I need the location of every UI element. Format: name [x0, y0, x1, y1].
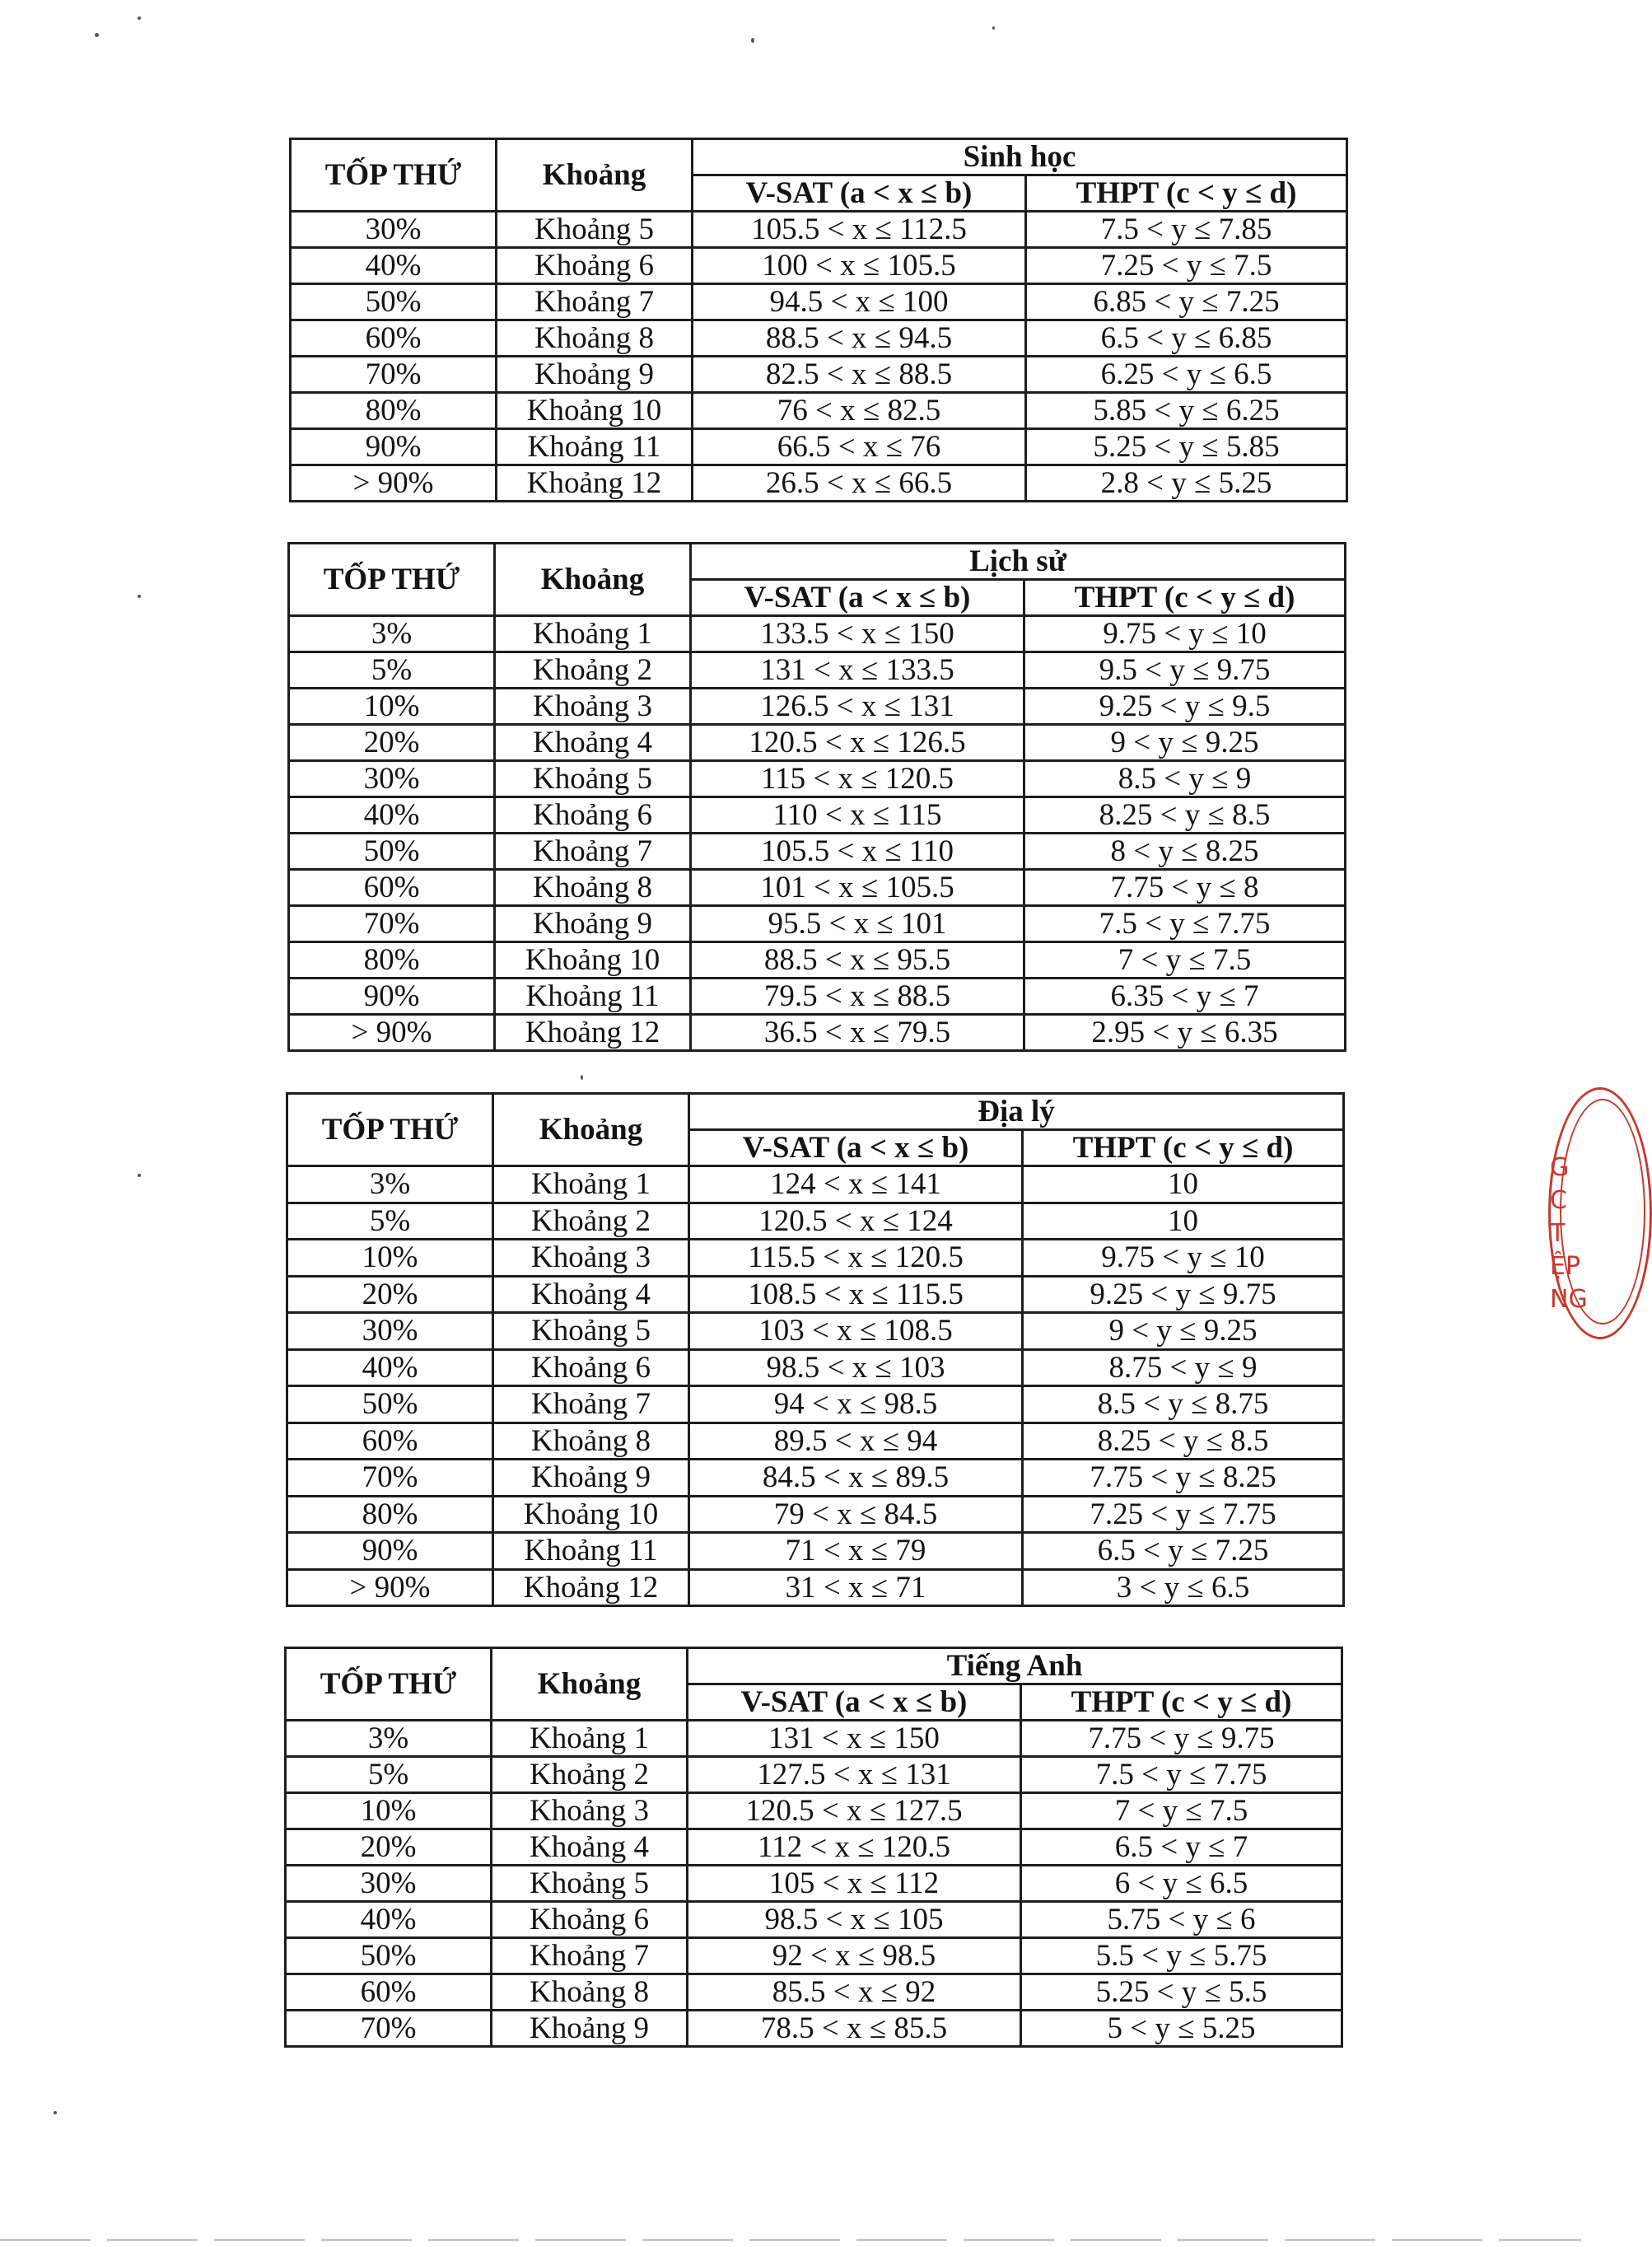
- table-body: [286, 1721, 1342, 2047]
- thpt-cell: 2.8 < y ≤ 5.25: [1026, 465, 1347, 502]
- rank-cell: 80%: [289, 942, 495, 979]
- scan-speck: [992, 26, 995, 30]
- vsat-cell: 105.5 < x ≤ 112.5: [693, 212, 1026, 248]
- table-row: [289, 1015, 1346, 1051]
- vsat-cell: 115 < x ≤ 120.5: [691, 761, 1024, 797]
- range-cell: Khoảng 10: [497, 393, 693, 429]
- scan-speck: [138, 595, 141, 598]
- thpt-cell: 10: [1023, 1166, 1344, 1203]
- range-cell: Khoảng 3: [495, 689, 691, 725]
- seal-letter: G: [1550, 1153, 1570, 1182]
- rank-cell: 50%: [289, 834, 495, 870]
- thpt-cell: 5.25 < y ≤ 5.5: [1021, 1974, 1342, 2011]
- score-table-biology: [289, 138, 1348, 502]
- table-row: [289, 870, 1346, 906]
- scan-speck: [54, 2111, 57, 2114]
- rank-cell: 70%: [291, 357, 497, 393]
- range-cell: Khoảng 2: [493, 1203, 689, 1240]
- rank-cell: 70%: [287, 1460, 493, 1497]
- thpt-cell: 5.25 < y ≤ 5.85: [1026, 429, 1347, 465]
- rank-cell: 5%: [287, 1203, 493, 1240]
- range-cell: Khoảng 7: [493, 1386, 689, 1423]
- thpt-cell: 5.5 < y ≤ 5.75: [1021, 1938, 1342, 1974]
- thpt-cell: 8.5 < y ≤ 8.75: [1023, 1386, 1344, 1423]
- rank-cell: 20%: [289, 725, 495, 761]
- range-cell: Khoảng 7: [492, 1938, 688, 1974]
- header-subject: Lịch sử: [691, 544, 1346, 580]
- range-cell: Khoảng 12: [495, 1015, 691, 1051]
- range-cell: Khoảng 9: [492, 2011, 688, 2047]
- rank-cell: 30%: [286, 1866, 492, 1902]
- vsat-cell: 89.5 < x ≤ 94: [689, 1422, 1023, 1460]
- table-row: [286, 1974, 1342, 2011]
- rank-cell: 3%: [286, 1721, 492, 1757]
- header-range: Khoảng: [495, 544, 691, 616]
- range-cell: Khoảng 1: [492, 1721, 688, 1757]
- thpt-cell: 7.75 < y ≤ 8.25: [1023, 1460, 1344, 1497]
- table-row: [289, 689, 1346, 725]
- table-row: [291, 429, 1347, 465]
- table-body: [291, 212, 1347, 502]
- seal-letter: C: [1550, 1186, 1567, 1215]
- range-cell: Khoảng 5: [497, 212, 693, 248]
- thpt-cell: 8.5 < y ≤ 9: [1024, 761, 1346, 797]
- rank-cell: 5%: [289, 652, 495, 689]
- thpt-cell: 5.75 < y ≤ 6: [1021, 1902, 1342, 1938]
- header-range: Khoảng: [493, 1094, 689, 1166]
- scan-bottom-edge: [0, 2239, 1581, 2241]
- table-row: [287, 1460, 1344, 1497]
- rank-cell: 30%: [291, 212, 497, 248]
- range-cell: Khoảng 9: [495, 906, 691, 942]
- vsat-cell: 66.5 < x ≤ 76: [693, 429, 1026, 465]
- range-cell: Khoảng 8: [495, 870, 691, 906]
- thpt-cell: 6.5 < y ≤ 6.85: [1026, 320, 1347, 357]
- header-rank: TỐP THỨ: [291, 139, 497, 212]
- vsat-cell: 131 < x ≤ 133.5: [691, 652, 1024, 689]
- table-row: [287, 1386, 1344, 1423]
- rank-cell: > 90%: [287, 1569, 493, 1606]
- thpt-cell: 7.25 < y ≤ 7.5: [1026, 248, 1347, 284]
- table-row: [287, 1313, 1344, 1350]
- table-row: [291, 284, 1347, 320]
- thpt-cell: 7 < y ≤ 7.5: [1021, 1793, 1342, 1829]
- range-cell: Khoảng 8: [493, 1422, 689, 1460]
- vsat-cell: 110 < x ≤ 115: [691, 797, 1024, 834]
- rank-cell: 10%: [286, 1793, 492, 1829]
- table-row: [286, 1721, 1342, 1757]
- header-range: Khoảng: [492, 1648, 688, 1721]
- header-thpt: THPT (c < y ≤ d): [1026, 175, 1347, 212]
- range-cell: Khoảng 6: [497, 248, 693, 284]
- range-cell: Khoảng 3: [492, 1793, 688, 1829]
- table-row: [289, 979, 1346, 1015]
- vsat-cell: 84.5 < x ≤ 89.5: [689, 1460, 1023, 1497]
- range-cell: Khoảng 9: [493, 1460, 689, 1497]
- table-row: [289, 906, 1346, 942]
- thpt-cell: 9.75 < y ≤ 10: [1024, 616, 1346, 652]
- table-row: [291, 212, 1347, 248]
- rank-cell: 10%: [287, 1240, 493, 1277]
- table-row: [287, 1533, 1344, 1570]
- range-cell: Khoảng 5: [495, 761, 691, 797]
- vsat-cell: 98.5 < x ≤ 103: [689, 1349, 1023, 1386]
- table-body: [289, 616, 1346, 1051]
- range-cell: Khoảng 10: [493, 1496, 689, 1533]
- vsat-cell: 103 < x ≤ 108.5: [689, 1313, 1023, 1350]
- table-row: [286, 1757, 1342, 1793]
- range-cell: Khoảng 2: [492, 1757, 688, 1793]
- thpt-cell: 5.85 < y ≤ 6.25: [1026, 393, 1347, 429]
- range-cell: Khoảng 12: [493, 1569, 689, 1606]
- vsat-cell: 26.5 < x ≤ 66.5: [693, 465, 1026, 502]
- vsat-cell: 79.5 < x ≤ 88.5: [691, 979, 1024, 1015]
- header-thpt: THPT (c < y ≤ d): [1023, 1130, 1344, 1166]
- rank-cell: > 90%: [289, 1015, 495, 1051]
- table-row: [286, 1866, 1342, 1902]
- range-cell: Khoảng 2: [495, 652, 691, 689]
- header-thpt: THPT (c < y ≤ d): [1021, 1684, 1342, 1721]
- vsat-cell: 133.5 < x ≤ 150: [691, 616, 1024, 652]
- thpt-cell: 8 < y ≤ 8.25: [1024, 834, 1346, 870]
- header-rank: TỐP THỨ: [289, 544, 495, 616]
- rank-cell: 3%: [287, 1166, 493, 1203]
- header-vsat: V-SAT (a < x ≤ b): [691, 580, 1024, 616]
- thpt-cell: 6.5 < y ≤ 7.25: [1023, 1533, 1344, 1570]
- thpt-cell: 7.25 < y ≤ 7.75: [1023, 1496, 1344, 1533]
- rank-cell: 80%: [287, 1496, 493, 1533]
- table-row: [291, 393, 1347, 429]
- seal-letter: T: [1550, 1219, 1566, 1248]
- range-cell: Khoảng 11: [497, 429, 693, 465]
- rank-cell: 20%: [286, 1829, 492, 1866]
- vsat-cell: 105.5 < x ≤ 110: [691, 834, 1024, 870]
- vsat-cell: 120.5 < x ≤ 126.5: [691, 725, 1024, 761]
- table-row: [286, 1938, 1342, 1974]
- vsat-cell: 105 < x ≤ 112: [688, 1866, 1021, 1902]
- vsat-cell: 78.5 < x ≤ 85.5: [688, 2011, 1021, 2047]
- seal-letter: NG: [1550, 1285, 1588, 1314]
- thpt-cell: 9 < y ≤ 9.25: [1023, 1313, 1344, 1350]
- vsat-cell: 94.5 < x ≤ 100: [693, 284, 1026, 320]
- range-cell: Khoảng 4: [495, 725, 691, 761]
- range-cell: Khoảng 7: [497, 284, 693, 320]
- thpt-cell: 8.25 < y ≤ 8.5: [1023, 1422, 1344, 1460]
- vsat-cell: 115.5 < x ≤ 120.5: [689, 1240, 1023, 1277]
- rank-cell: 20%: [287, 1276, 493, 1313]
- rank-cell: 10%: [289, 689, 495, 725]
- header-vsat: V-SAT (a < x ≤ b): [688, 1684, 1021, 1721]
- vsat-cell: 85.5 < x ≤ 92: [688, 1974, 1021, 2011]
- rank-cell: 60%: [287, 1422, 493, 1460]
- vsat-cell: 92 < x ≤ 98.5: [688, 1938, 1021, 1974]
- thpt-cell: 7.5 < y ≤ 7.75: [1024, 906, 1346, 942]
- thpt-cell: 7.75 < y ≤ 8: [1024, 870, 1346, 906]
- range-cell: Khoảng 1: [495, 616, 691, 652]
- header-subject: Địa lý: [689, 1094, 1344, 1130]
- table-row: [287, 1349, 1344, 1386]
- header-subject: Sinh học: [693, 139, 1347, 175]
- header-rank: TỐP THỨ: [286, 1648, 492, 1721]
- vsat-cell: 120.5 < x ≤ 127.5: [688, 1793, 1021, 1829]
- rank-cell: 30%: [287, 1313, 493, 1350]
- vsat-cell: 36.5 < x ≤ 79.5: [691, 1015, 1024, 1051]
- table-body: [287, 1166, 1344, 1606]
- thpt-cell: 6.5 < y ≤ 7: [1021, 1829, 1342, 1866]
- scan-speck: [138, 1174, 141, 1177]
- score-table-english: [284, 1647, 1343, 2048]
- rank-cell: 40%: [289, 797, 495, 834]
- table-row: [289, 725, 1346, 761]
- range-cell: Khoảng 11: [493, 1533, 689, 1570]
- thpt-cell: 5 < y ≤ 5.25: [1021, 2011, 1342, 2047]
- table-row: [287, 1276, 1344, 1313]
- table-row: [286, 1793, 1342, 1829]
- rank-cell: 50%: [287, 1386, 493, 1423]
- rank-cell: 3%: [289, 616, 495, 652]
- range-cell: Khoảng 12: [497, 465, 693, 502]
- rank-cell: 50%: [286, 1938, 492, 1974]
- range-cell: Khoảng 5: [492, 1866, 688, 1902]
- table-row: [289, 834, 1346, 870]
- thpt-cell: 8.25 < y ≤ 8.5: [1024, 797, 1346, 834]
- table-row: [291, 357, 1347, 393]
- table-row: [289, 761, 1346, 797]
- table-row: [291, 320, 1347, 357]
- range-cell: Khoảng 11: [495, 979, 691, 1015]
- vsat-cell: 79 < x ≤ 84.5: [689, 1496, 1023, 1533]
- scan-speck: [581, 1075, 583, 1080]
- table-row: [286, 1902, 1342, 1938]
- vsat-cell: 100 < x ≤ 105.5: [693, 248, 1026, 284]
- vsat-cell: 31 < x ≤ 71: [689, 1569, 1023, 1606]
- header-vsat: V-SAT (a < x ≤ b): [689, 1130, 1023, 1166]
- table-row: [287, 1240, 1344, 1277]
- rank-cell: 60%: [286, 1974, 492, 2011]
- thpt-cell: 7.5 < y ≤ 7.75: [1021, 1757, 1342, 1793]
- thpt-cell: 7.75 < y ≤ 9.75: [1021, 1721, 1342, 1757]
- range-cell: Khoảng 1: [493, 1166, 689, 1203]
- thpt-cell: 9 < y ≤ 9.25: [1024, 725, 1346, 761]
- rank-cell: 90%: [289, 979, 495, 1015]
- seal-stamp-fragment: [1540, 1087, 1588, 1343]
- rank-cell: 30%: [289, 761, 495, 797]
- rank-cell: 40%: [287, 1349, 493, 1386]
- thpt-cell: 9.75 < y ≤ 10: [1023, 1240, 1344, 1277]
- vsat-cell: 95.5 < x ≤ 101: [691, 906, 1024, 942]
- vsat-cell: 98.5 < x ≤ 105: [688, 1902, 1021, 1938]
- table-row: [287, 1569, 1344, 1606]
- rank-cell: 5%: [286, 1757, 492, 1793]
- table-row: [289, 797, 1346, 834]
- thpt-cell: 6.35 < y ≤ 7: [1024, 979, 1346, 1015]
- range-cell: Khoảng 5: [493, 1313, 689, 1350]
- thpt-cell: 3 < y ≤ 6.5: [1023, 1569, 1344, 1606]
- rank-cell: 60%: [289, 870, 495, 906]
- table-row: [289, 942, 1346, 979]
- rank-cell: 40%: [291, 248, 497, 284]
- range-cell: Khoảng 3: [493, 1240, 689, 1277]
- scan-speck: [138, 16, 141, 20]
- vsat-cell: 76 < x ≤ 82.5: [693, 393, 1026, 429]
- vsat-cell: 88.5 < x ≤ 95.5: [691, 942, 1024, 979]
- seal-letter: ỆP: [1550, 1252, 1581, 1281]
- table-row: [287, 1422, 1344, 1460]
- scan-speck: [751, 38, 754, 43]
- vsat-cell: 108.5 < x ≤ 115.5: [689, 1276, 1023, 1313]
- range-cell: Khoảng 4: [492, 1829, 688, 1866]
- vsat-cell: 131 < x ≤ 150: [688, 1721, 1021, 1757]
- table-row: [287, 1203, 1344, 1240]
- table-row: [286, 1829, 1342, 1866]
- thpt-cell: 6.25 < y ≤ 6.5: [1026, 357, 1347, 393]
- range-cell: Khoảng 4: [493, 1276, 689, 1313]
- thpt-cell: 7.5 < y ≤ 7.85: [1026, 212, 1347, 248]
- seal-letters: [1550, 1153, 1588, 1315]
- rank-cell: 40%: [286, 1902, 492, 1938]
- range-cell: Khoảng 6: [495, 797, 691, 834]
- header-subject: Tiếng Anh: [688, 1648, 1342, 1684]
- range-cell: Khoảng 8: [492, 1974, 688, 2011]
- range-cell: Khoảng 9: [497, 357, 693, 393]
- rank-cell: 60%: [291, 320, 497, 357]
- vsat-cell: 120.5 < x ≤ 124: [689, 1203, 1023, 1240]
- vsat-cell: 82.5 < x ≤ 88.5: [693, 357, 1026, 393]
- table-row: [291, 248, 1347, 284]
- range-cell: Khoảng 6: [493, 1349, 689, 1386]
- table-row: [289, 652, 1346, 689]
- vsat-cell: 124 < x ≤ 141: [689, 1166, 1023, 1203]
- rank-cell: 50%: [291, 284, 497, 320]
- table-row: [289, 616, 1346, 652]
- thpt-cell: 8.75 < y ≤ 9: [1023, 1349, 1344, 1386]
- score-table-history: [287, 542, 1346, 1052]
- thpt-cell: 2.95 < y ≤ 6.35: [1024, 1015, 1346, 1051]
- range-cell: Khoảng 6: [492, 1902, 688, 1938]
- rank-cell: 70%: [289, 906, 495, 942]
- thpt-cell: 9.5 < y ≤ 9.75: [1024, 652, 1346, 689]
- rank-cell: 90%: [287, 1533, 493, 1570]
- score-table-geography: [286, 1092, 1345, 1607]
- table-row: [287, 1496, 1344, 1533]
- header-vsat: V-SAT (a < x ≤ b): [693, 175, 1026, 212]
- rank-cell: 80%: [291, 393, 497, 429]
- scan-speck: [95, 33, 99, 37]
- range-cell: Khoảng 7: [495, 834, 691, 870]
- header-range: Khoảng: [497, 139, 693, 212]
- vsat-cell: 112 < x ≤ 120.5: [688, 1829, 1021, 1866]
- table-row: [291, 465, 1347, 502]
- vsat-cell: 101 < x ≤ 105.5: [691, 870, 1024, 906]
- thpt-cell: 6 < y ≤ 6.5: [1021, 1866, 1342, 1902]
- header-rank: TỐP THỨ: [287, 1094, 493, 1166]
- thpt-cell: 9.25 < y ≤ 9.5: [1024, 689, 1346, 725]
- thpt-cell: 9.25 < y ≤ 9.75: [1023, 1276, 1344, 1313]
- range-cell: Khoảng 10: [495, 942, 691, 979]
- vsat-cell: 127.5 < x ≤ 131: [688, 1757, 1021, 1793]
- table-row: [286, 2011, 1342, 2047]
- range-cell: Khoảng 8: [497, 320, 693, 357]
- vsat-cell: 94 < x ≤ 98.5: [689, 1386, 1023, 1423]
- vsat-cell: 126.5 < x ≤ 131: [691, 689, 1024, 725]
- header-thpt: THPT (c < y ≤ d): [1024, 580, 1346, 616]
- thpt-cell: 7 < y ≤ 7.5: [1024, 942, 1346, 979]
- thpt-cell: 10: [1023, 1203, 1344, 1240]
- rank-cell: > 90%: [291, 465, 497, 502]
- table-row: [287, 1166, 1344, 1203]
- rank-cell: 70%: [286, 2011, 492, 2047]
- rank-cell: 90%: [291, 429, 497, 465]
- thpt-cell: 6.85 < y ≤ 7.25: [1026, 284, 1347, 320]
- vsat-cell: 88.5 < x ≤ 94.5: [693, 320, 1026, 357]
- vsat-cell: 71 < x ≤ 79: [689, 1533, 1023, 1570]
